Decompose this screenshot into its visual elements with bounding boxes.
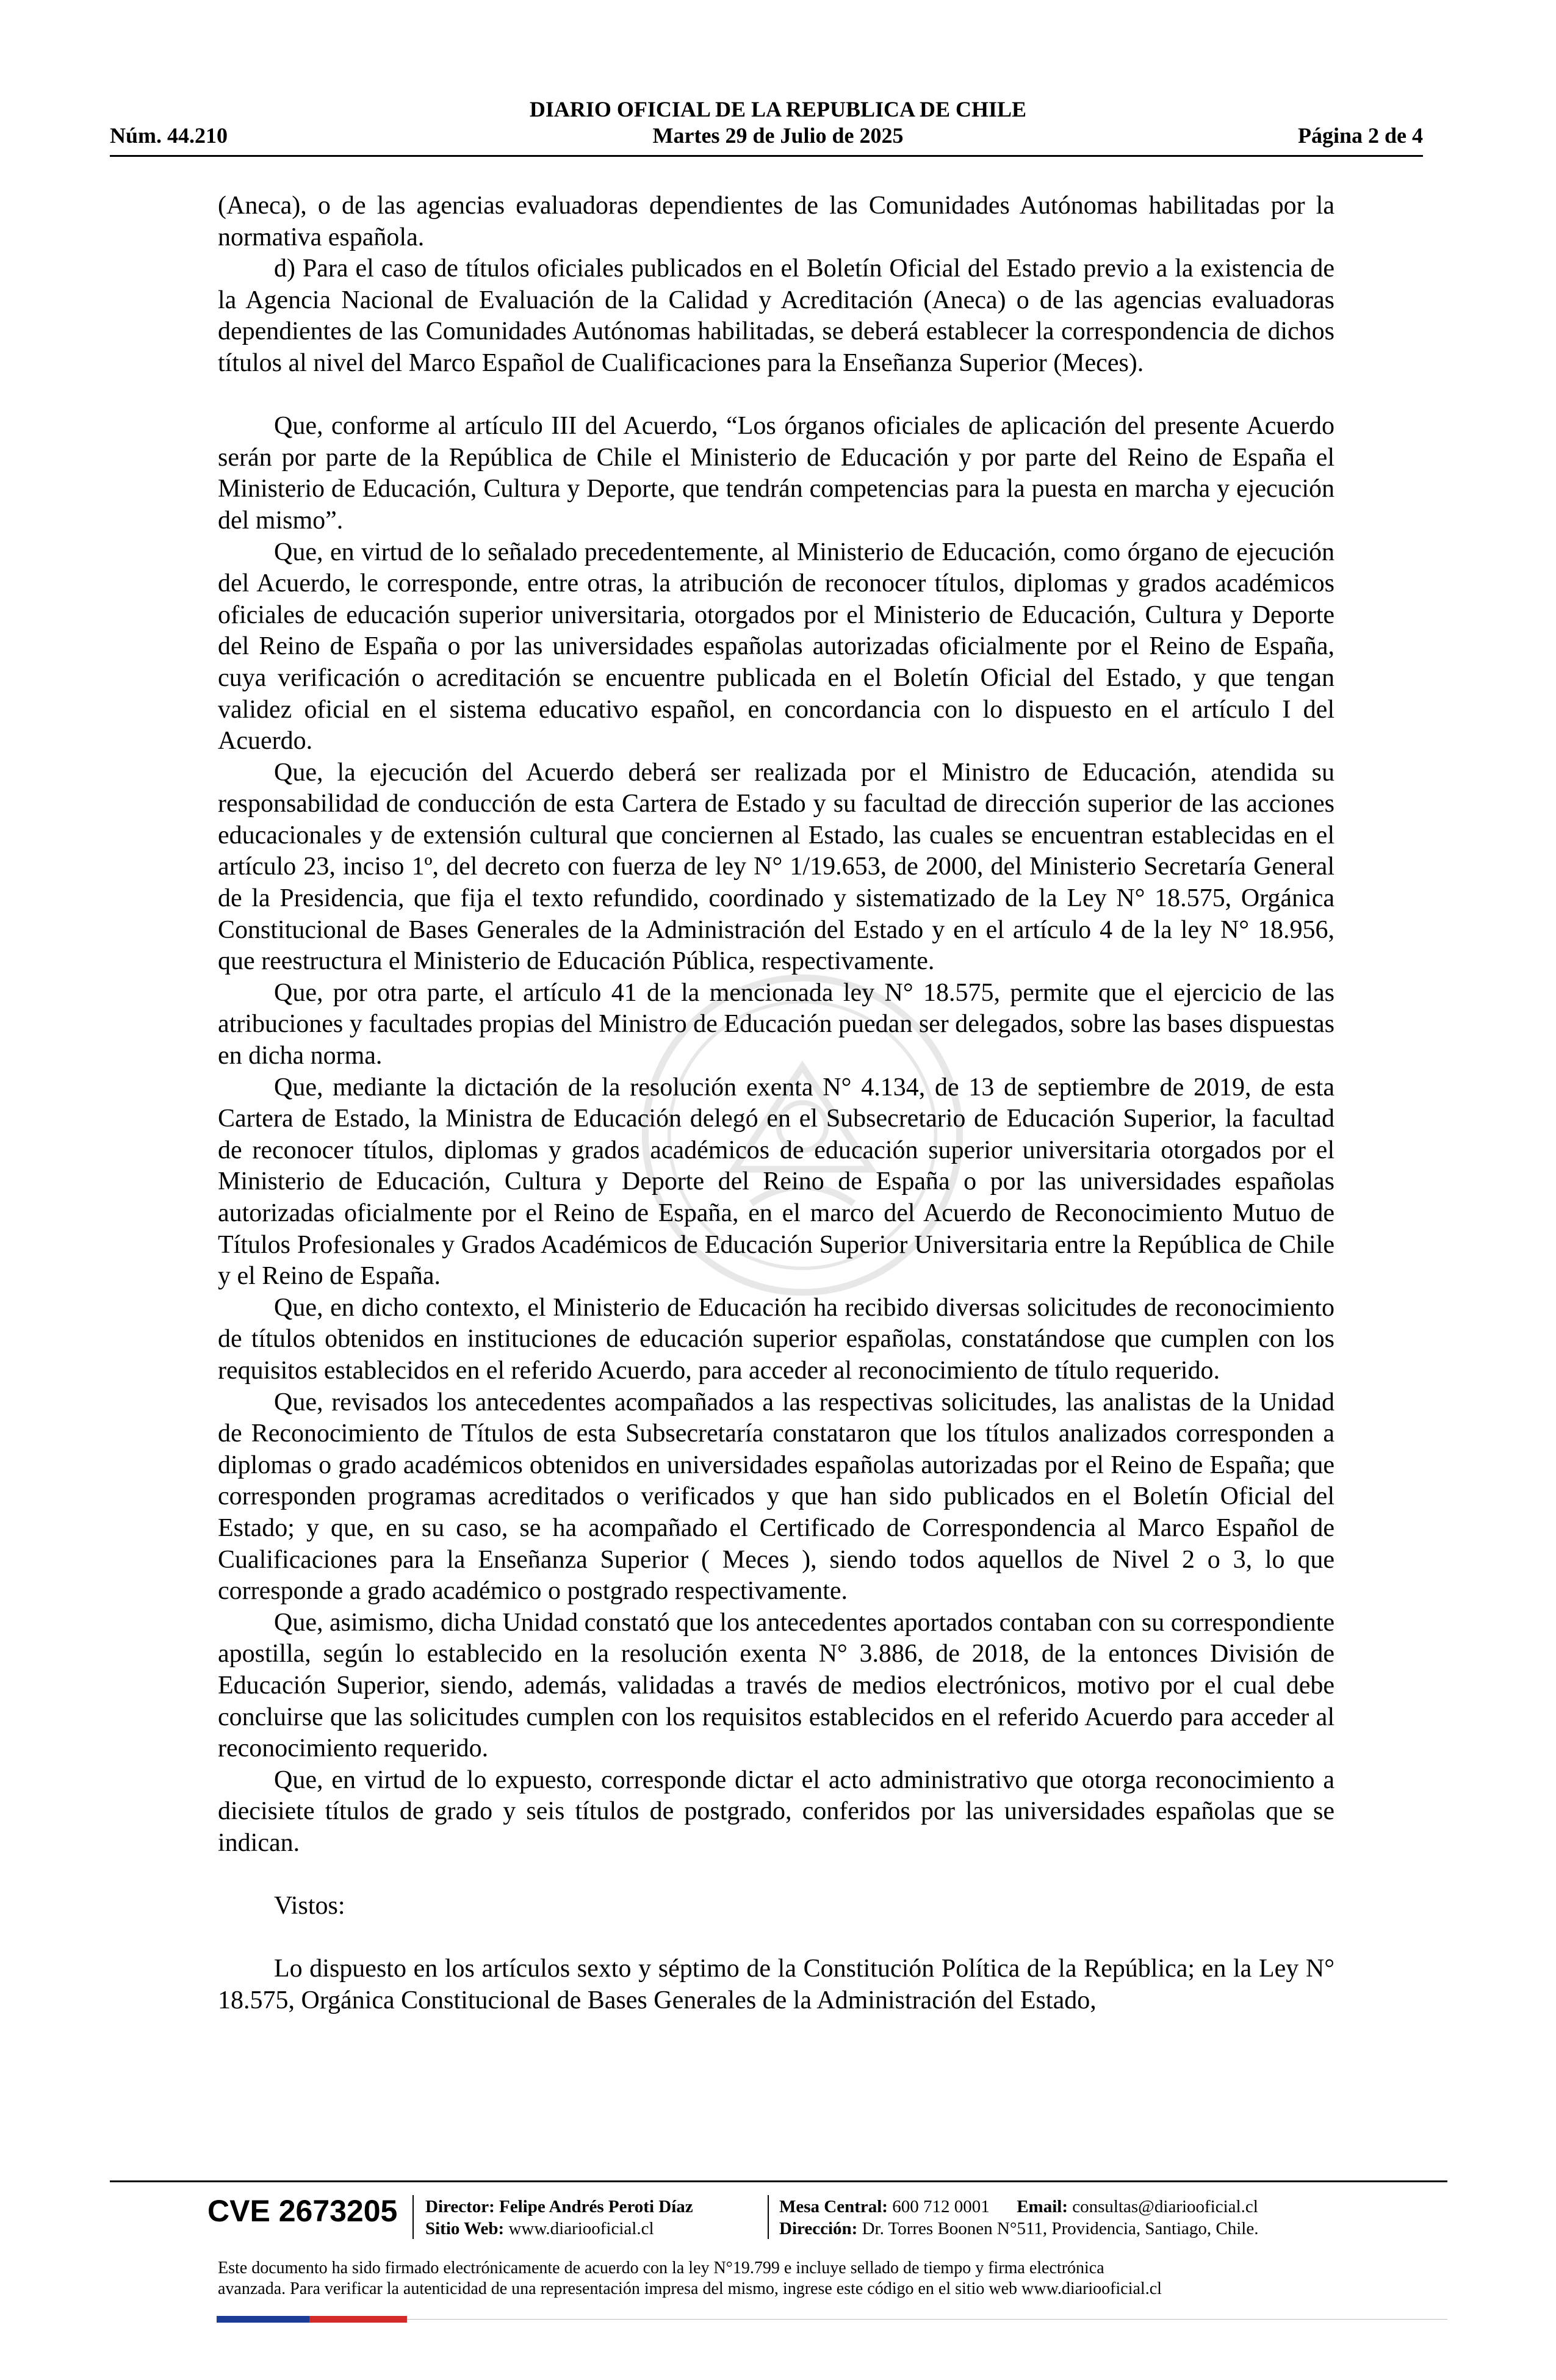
footer-rule (110, 2180, 1447, 2182)
paragraph: (Aneca), o de las agencias evaluadoras dependientes de las Comunidades Autónomas habilitadas por la normativa española. (218, 192, 1334, 251)
address-label: Dirección: (779, 2219, 858, 2238)
document-body (218, 190, 1334, 2016)
email-link[interactable]: consultas@diariooficial.cl (1072, 2197, 1258, 2216)
header-rule (110, 155, 1423, 157)
footer-divider (412, 2195, 414, 2239)
paragraph: Que, por otra parte, el artículo 41 de la mencionada ley N° 18.575, permite que el ejercicio de las atribuciones y facultades propias del Ministro de Educación puedan ser delegados, sobre las bases dispuestas en dicha norma. (218, 978, 1334, 1070)
paragraph: Que, en virtud de lo expuesto, corresponde dictar el acto administrativo que otorga reconocimiento a diecisiete títulos de grado y seis títulos de postgrado, conferidos por las universidades españolas que se indican. (218, 1765, 1334, 1857)
footer-director (425, 2196, 693, 2218)
paragraph: d) Para el caso de títulos oficiales publicados en el Boletín Oficial del Estado previo a la existencia de la Agencia Nacional de Evaluación de la Calidad y Acreditación (Aneca) o de las agencias evaluadoras dependientes de las Comunidades Autónomas habilitadas, se deberá establecer la correspondencia de dichos títulos al nivel del Marco Español de Cualificaciones para la Enseñanza Superior (Meces). (218, 254, 1334, 377)
paragraph: Que, en dicho contexto, el Ministerio de Educación ha recibido diversas solicitudes de reconocimiento de títulos obtenidos en instituciones de educación superior españolas, constatándose que cumplen con los requisitos establecidos en el referido Acuerdo, para acceder al reconocimiento de título requerido. (218, 1293, 1334, 1385)
paragraph: Lo dispuesto en los artículos sexto y séptimo de la Constitución Política de la República; en la Ley N° 18.575, Orgánica Constitucional de Bases Generales de la Administración del Estado, (218, 1955, 1334, 2014)
email-label: Email: (1017, 2197, 1068, 2216)
paragraph: Que, en virtud de lo señalado precedentemente, al Ministerio de Educación, como órgano de ejecución del Acuerdo, le corresponde, entre otras, la atribución de reconocer títulos, diplomas y grados académicos oficiales de educación superior universitaria, otorgados por el Ministerio de Educación, Cultura y Deporte del Reino de España o por las universidades españolas autorizadas oficialmente por el Reino de España, cuya verificación o acreditación se encuentre publicada en el Boletín Oficial del Estado, y que tengan validez oficial en el sistema educativo español, en concordancia con lo dispuesto en el artículo I del Acuerdo. (218, 538, 1334, 755)
issue-date: Martes 29 de Julio de 2025 (652, 123, 904, 148)
flag-stripe-blue (217, 2316, 309, 2323)
footer-bottom-rule (407, 2319, 1447, 2320)
section-heading-vistos: Vistos: (274, 1892, 345, 1920)
journal-title: DIARIO OFICIAL DE LA REPUBLICA DE CHILE (529, 97, 1027, 121)
paragraph: Que, mediante la dictación de la resolución exenta N° 4.134, de 13 de septiembre de 2019, de esta Cartera de Estado, la Ministra de Educación delegó en el Subsecretario de Educación Superior, la facultad de reconocer títulos, diplomas y grados académicos de educación superior universitaria otorgados por el Ministerio de Educación, Cultura y Deporte del Reino de España o por las universidades españolas autorizadas oficialmente por el Reino de España, en el marco del Acuerdo de Reconocimiento Mutuo de Títulos Profesionales y Grados Académicos de Educación Superior Universitaria entre la República de Chile y el Reino de España. (218, 1073, 1334, 1291)
paragraph: Que, asimismo, dicha Unidad constató que los antecedentes aportados contaban con su correspondiente apostilla, según lo establecido en la resolución exenta N° 3.886, de 2018, de la entonces División de Educación Superior, siendo, además, validadas a través de medios electrónicos, motivo por el cual debe concluirse que las solicitudes cumplen con los requisitos establecidos en el referido Acuerdo para acceder al reconocimiento requerido. (218, 1608, 1334, 1763)
cve-code: CVE 2673205 (207, 2194, 398, 2228)
footer-contact (779, 2196, 1258, 2218)
issue-number: Núm. 44.210 (110, 123, 228, 148)
website-label: Sitio Web: (425, 2219, 505, 2238)
page-indicator: Página 2 de 4 (1297, 123, 1423, 148)
address-text: Dr. Torres Boonen N°511, Providencia, Santiago, Chile. (862, 2219, 1259, 2238)
phone-label: Mesa Central: (779, 2197, 888, 2216)
flag-stripe-red (309, 2316, 407, 2323)
footer-website (425, 2218, 654, 2240)
legal-notice-line-2: avanzada. Para verificar la autenticidad de una representación impresa del mismo, ingrese este código en el sitio web www.diariooficial.cl (218, 2279, 1162, 2298)
footer-divider (768, 2195, 769, 2239)
legal-notice-line-1: Este documento ha sido firmado electrónicamente de acuerdo con la ley N°19.799 e incluye sellado de tiempo y firma electrónica (218, 2259, 1104, 2277)
phone-number: 600 712 0001 (892, 2197, 990, 2216)
website-link[interactable]: www.diariooficial.cl (508, 2219, 654, 2238)
paragraph: Que, la ejecución del Acuerdo deberá ser realizada por el Ministro de Educación, atendida su responsabilidad de conducción de esta Cartera de Estado y su facultad de dirección superior de las acciones educacionales y de extensión cultural que conciernen al Estado, las cuales se encuentran establecidas en el artículo 23, inciso 1º, del decreto con fuerza de ley N° 1/19.653, de 2000, del Ministerio Secretaría General de la Presidencia, que fija el texto refundido, coordinado y sistematizado de la Ley N° 18.575, Orgánica Constitucional de Bases Generales de la Administración del Estado y en el artículo 4 de la ley N° 18.956, que reestructura el Ministerio de Educación Pública, respectivamente. (218, 758, 1334, 976)
footer-address (779, 2218, 1258, 2240)
director-name: Felipe Andrés Peroti Díaz (499, 2197, 693, 2216)
paragraph: Que, revisados los antecedentes acompañados a las respectivas solicitudes, las analistas de la Unidad de Reconocimiento de Títulos de esta Subsecretaría constataron que los títulos analizados corresponden a diplomas o grado académicos obtenidos en universidades españolas autorizadas por el Reino de España; que corresponden programas acreditados o verificados y que han sido publicados en el Boletín Oficial del Estado; y que, en su caso, se ha acompañado el Certificado de Correspondencia al Marco Español de Cualificaciones para la Enseñanza Superior ( Meces ), siendo todos aquellos de Nivel 2 o 3, lo que corresponde a grado académico o postgrado respectivamente. (218, 1388, 1334, 1606)
paragraph: Que, conforme al artículo III del Acuerdo, “Los órganos oficiales de aplicación del presente Acuerdo serán por parte de la República de Chile el Ministerio de Educación y por parte del Reino de España el Ministerio de Educación, Cultura y Deporte, que tendrán competencias para la puesta en marcha y ejecución del mismo”. (218, 412, 1334, 535)
director-label: Director: (425, 2197, 495, 2216)
